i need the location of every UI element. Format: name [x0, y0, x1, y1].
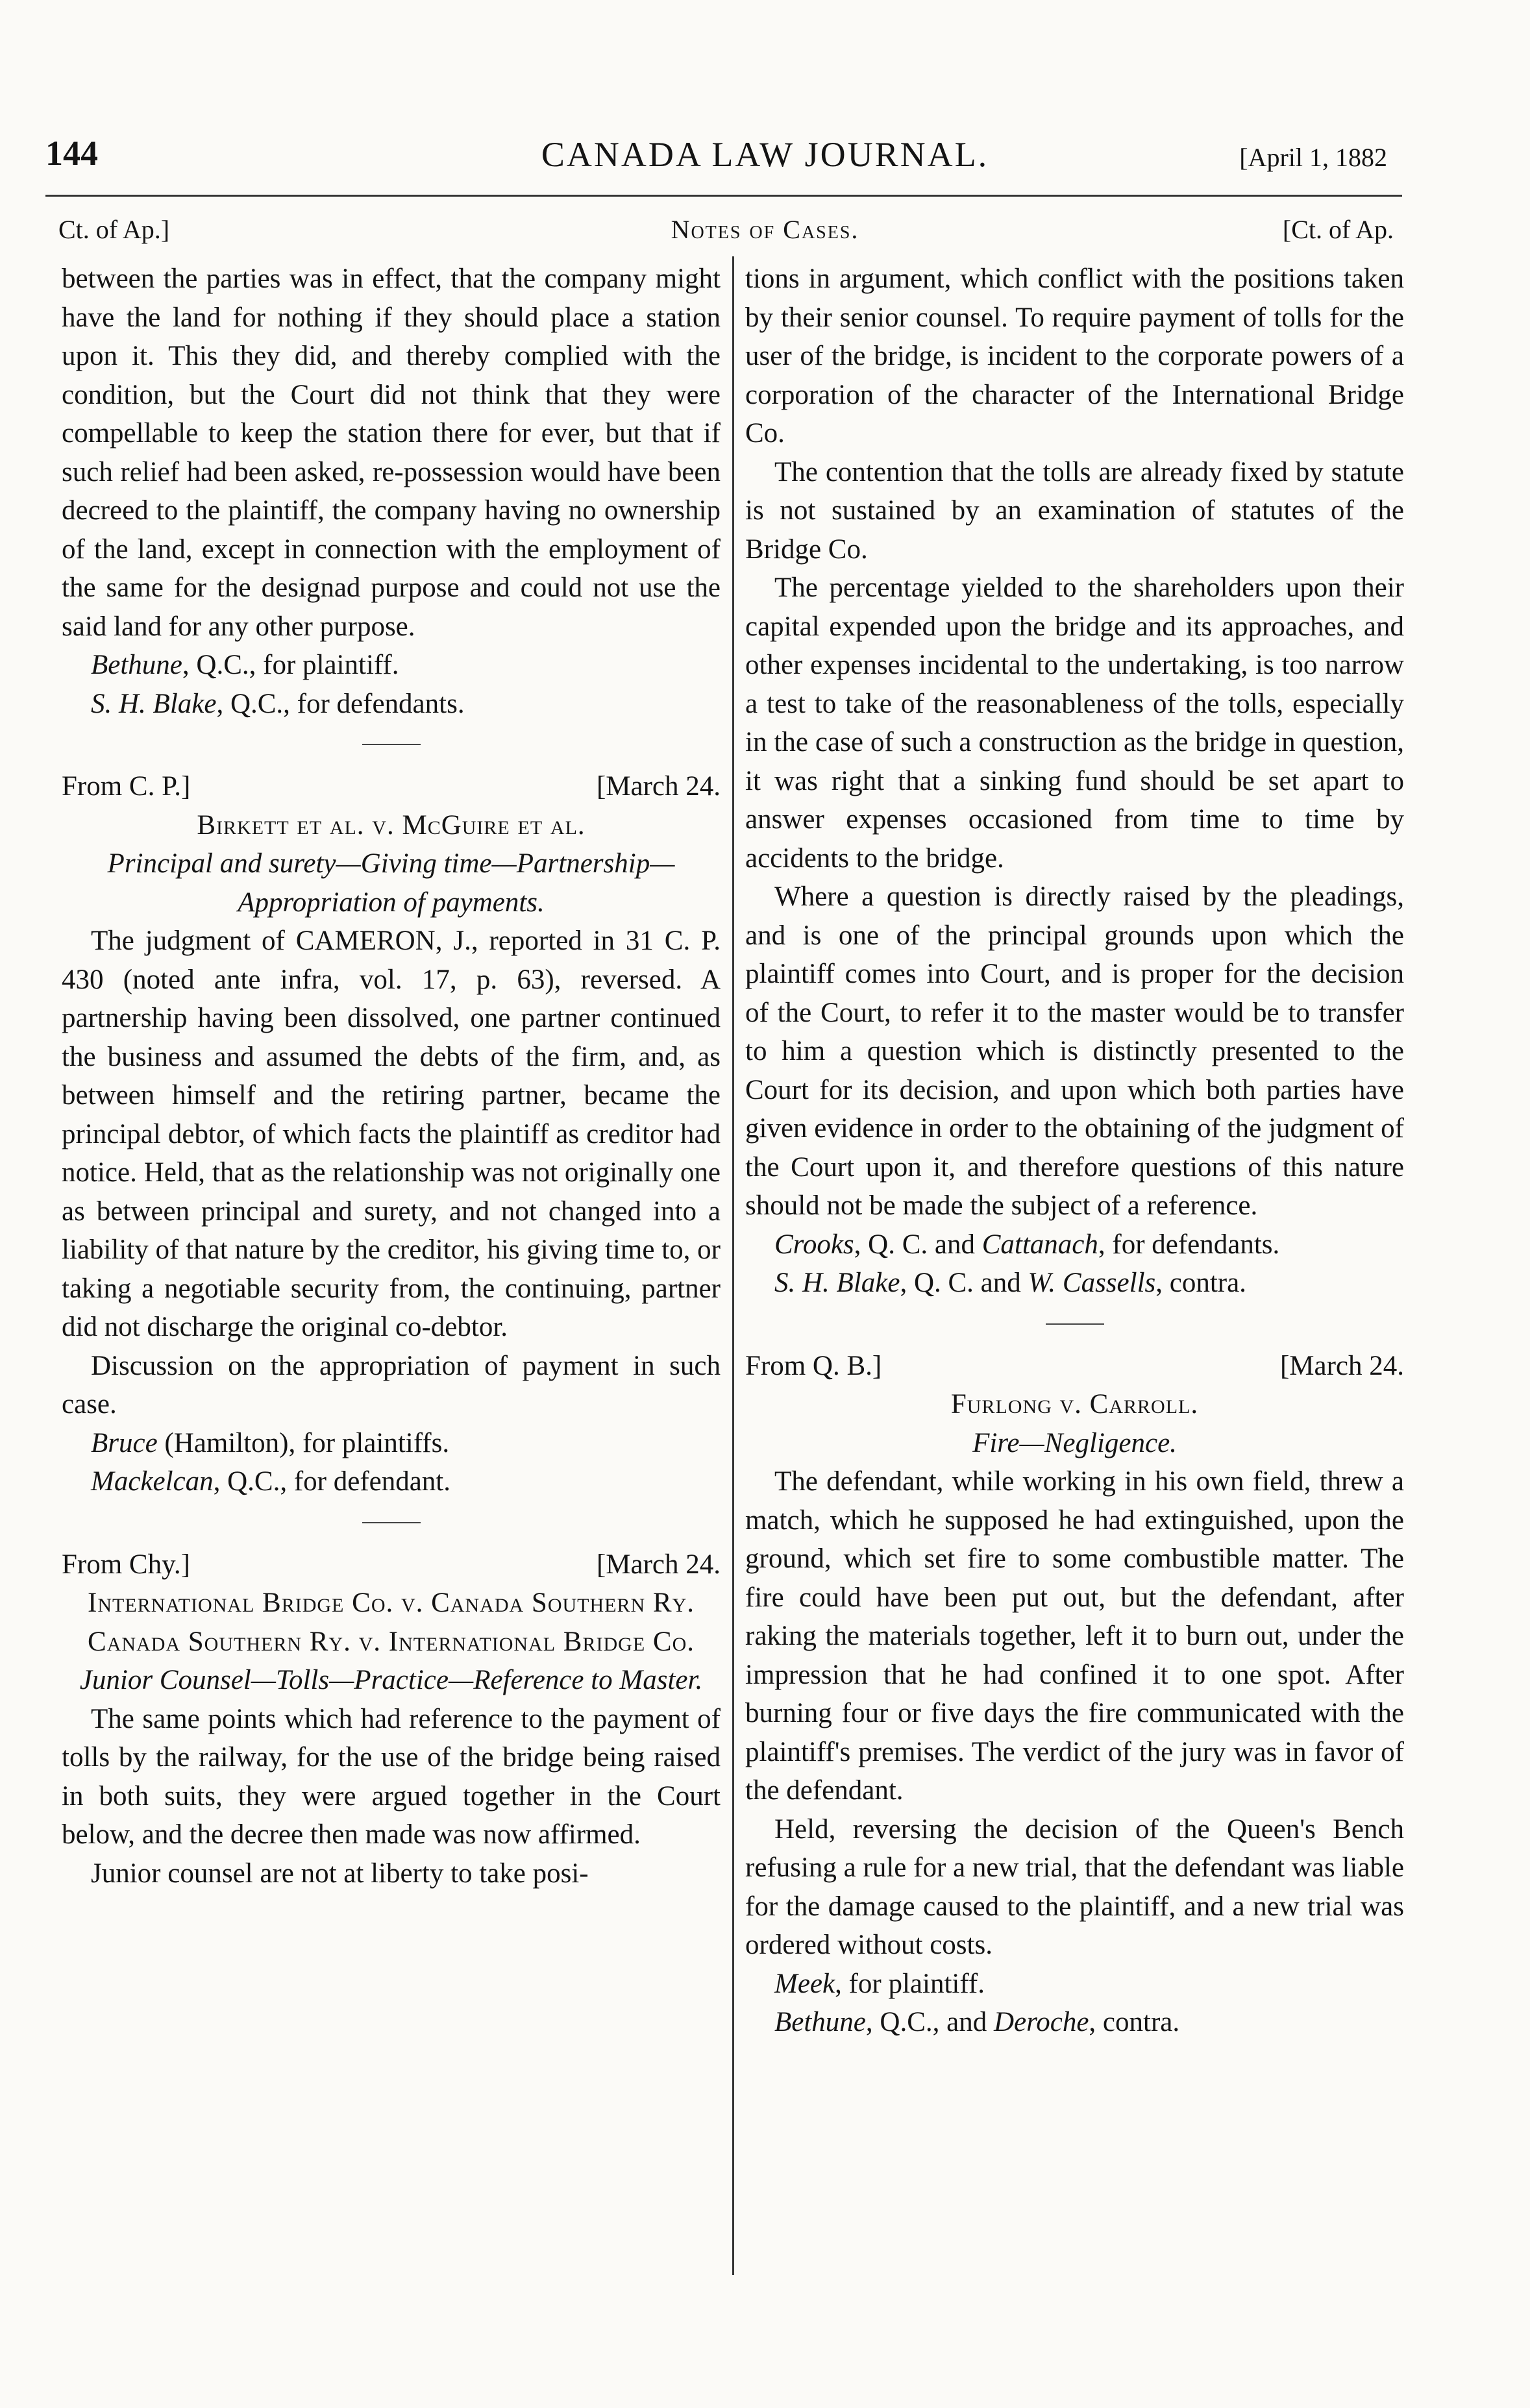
counsel-line: [745, 1264, 1404, 1303]
running-head: [0, 133, 1530, 191]
court-line: [62, 767, 721, 806]
section-subhead: [0, 214, 1530, 253]
court-from: From Chy.]: [62, 1549, 190, 1580]
case-paragraph: Where a question is directly raised by the pleadings, and is one of the principal grounds upon which the plaintiff comes into Court, and is proper for the decision of the Court, to refer it to the master would be to transfer to him a question which is distinctly presented to the Court for its decision, and upon which both parties have given evidence in order to the obtaining of the judgment of the Court upon it, and therefore questions of this nature should not be made the subject of a reference.: [745, 881, 1404, 1221]
case-date: [March 24.: [596, 1549, 721, 1580]
subhead-court-left: Ct. of Ap.]: [58, 215, 170, 244]
case-title: Birkett et al. v. McGuire et al.: [197, 809, 586, 841]
case-headnote: Junior Counsel—Tolls—Practice—Reference to Master.: [79, 1665, 703, 1695]
counsel-name: W. Cassells: [1028, 1268, 1156, 1298]
header-rule: [45, 195, 1402, 197]
counsel-text: , Q.C., for defendants.: [216, 688, 465, 719]
counsel-name: Meek: [774, 1968, 835, 1999]
counsel-line: [745, 1225, 1404, 1264]
counsel-text: (Hamilton), for plaintiffs.: [157, 1427, 450, 1458]
counsel-line: [62, 646, 721, 685]
left-column: [62, 260, 721, 1893]
case-title: Canada Southern Ry. v. International Bridge Co.: [88, 1626, 695, 1657]
counsel-line: [62, 1424, 721, 1463]
counsel-line: [745, 2003, 1404, 2042]
case-date: [March 24.: [596, 771, 721, 802]
right-column: [745, 260, 1404, 2042]
case-paragraph: The percentage yielded to the shareholders upon their capital expended upon the bridge and its approaches, and other expenses incidental to the undertaking, is too narrow a test to take of the reasonableness of the tolls, especially in the case of such a construction as the bridge in question, it was right that a sinking fund should be set apart to answer expenses occasioned from time to time by accidents to the bridge.: [745, 572, 1404, 874]
counsel-name: Crooks: [774, 1229, 854, 1260]
counsel-line: [62, 685, 721, 724]
counsel-name: Mackelcan: [91, 1466, 214, 1497]
case-date: [March 24.: [1279, 1350, 1404, 1381]
carryover-paragraph: between the parties was in effect, that the company might have the land for nothing if they should place a station upon it. This they did, and thereby complied with the condition, but the Court did not think that they were compellable to keep the station there for ever, but that if such relief had been asked, re-possession would have been decreed to the plaintiff, the company having no ownership of the land, except in connection with the employment of the same for the designad purpose and could not use the said land for any other purpose.: [62, 264, 721, 642]
column-divider: [732, 256, 734, 2275]
case-paragraph: Discussion on the appropriation of payment in such case.: [62, 1350, 721, 1419]
counsel-name: S. H. Blake: [774, 1268, 900, 1298]
counsel-text: , Q.C., for defendant.: [213, 1466, 451, 1497]
case-separator: [362, 744, 421, 745]
court-from: From Q. B.]: [745, 1350, 882, 1381]
court-line: [745, 1347, 1404, 1386]
court-from: From C. P.]: [62, 771, 191, 802]
issue-date: [April 1, 1882: [1239, 143, 1387, 172]
case-headnote: Principal and surety—Giving time—Partnership—Appropriation of payments.: [107, 848, 675, 918]
case-paragraph: The same points which had reference to the payment of tolls by the railway, for the use of the bridge being raised in both suits, they were argued together in the Court below, and the decree then made was now affirmed.: [62, 1703, 721, 1850]
counsel-line: [62, 1462, 721, 1501]
counsel-text: , Q.C., for plaintiff.: [182, 650, 399, 680]
case-paragraph: Held, reversing the decision of the Queen's Bench refusing a rule for a new trial, that the defendant was liable for the damage caused to the plaintiff, and a new trial was ordered without costs.: [745, 1813, 1404, 1960]
counsel-name: S. H. Blake: [91, 688, 217, 719]
counsel-name: Deroche: [993, 2007, 1089, 2037]
case-separator: [362, 1522, 421, 1523]
counsel-name: Bethune: [774, 2007, 866, 2037]
case-paragraph: Junior counsel are not at liberty to take posi-: [91, 1858, 589, 1889]
case-separator: [1046, 1323, 1104, 1325]
carryover-paragraph: tions in argument, which conflict with the positions taken by their senior counsel. To require payment of tolls for the user of the bridge, is incident to the corporate powers of a corporation of the character of the International Bridge Co.: [745, 264, 1404, 448]
counsel-name: Cattanach: [981, 1229, 1098, 1260]
subhead-court-right: [Ct. of Ap.: [1282, 215, 1394, 244]
case-title: International Bridge Co. v. Canada Southern Ry.: [88, 1588, 695, 1618]
court-line: [62, 1545, 721, 1584]
case-title: Furlong v. Carroll.: [950, 1389, 1199, 1419]
case-paragraph: The contention that the tolls are already fixed by statute is not sustained by an examination of statutes of the Bridge Co.: [745, 456, 1404, 565]
counsel-text: , Q. C. and: [854, 1229, 982, 1260]
counsel-name: Bruce: [91, 1427, 158, 1458]
counsel-text: , contra.: [1089, 2007, 1180, 2037]
counsel-text: , for defendants.: [1098, 1229, 1280, 1260]
counsel-text: , for plaintiff.: [835, 1968, 985, 1999]
counsel-text: , Q.C., and: [865, 2007, 994, 2037]
case-paragraph: The defendant, while working in his own field, threw a match, which he supposed he had extinguished, upon the ground, which set fire to some combustible matter. The fire could have been put out, but the defendant, after raking the materials together, left it to burn out, under the impression that he had confined it to one spot. After burning four or five days the fire communicated with the plaintiff's premises. The verdict of the jury was in favor of the defendant.: [745, 1466, 1404, 1806]
counsel-text: , Q. C. and: [900, 1268, 1028, 1298]
counsel-text: , contra.: [1155, 1268, 1246, 1298]
case-paragraph: The judgment of CAMERON, J., reported in 31 C. P. 430 (noted ante infra, vol. 17, p. 63), reversed. A partnership having been dissolved, one partner continued the business and assumed the debts of the firm, and, as between himself and the retiring partner, became the principal debtor, of which facts the plaintiff as creditor had notice. Held, that as the relationship was not originally one as between principal and surety, and not changed into a liability of that nature by the creditor, his giving time to, or taking a negotiable security from, the continuing, partner did not discharge the original co-debtor.: [62, 926, 721, 1342]
counsel-name: Bethune: [91, 650, 182, 680]
case-headnote: Fire—Negligence.: [972, 1427, 1177, 1458]
counsel-line: [745, 1965, 1404, 2004]
page-number: 144: [45, 134, 98, 173]
journal-title: CANADA LAW JOURNAL.: [541, 135, 989, 174]
subhead-section-title: Notes of Cases.: [671, 215, 859, 244]
